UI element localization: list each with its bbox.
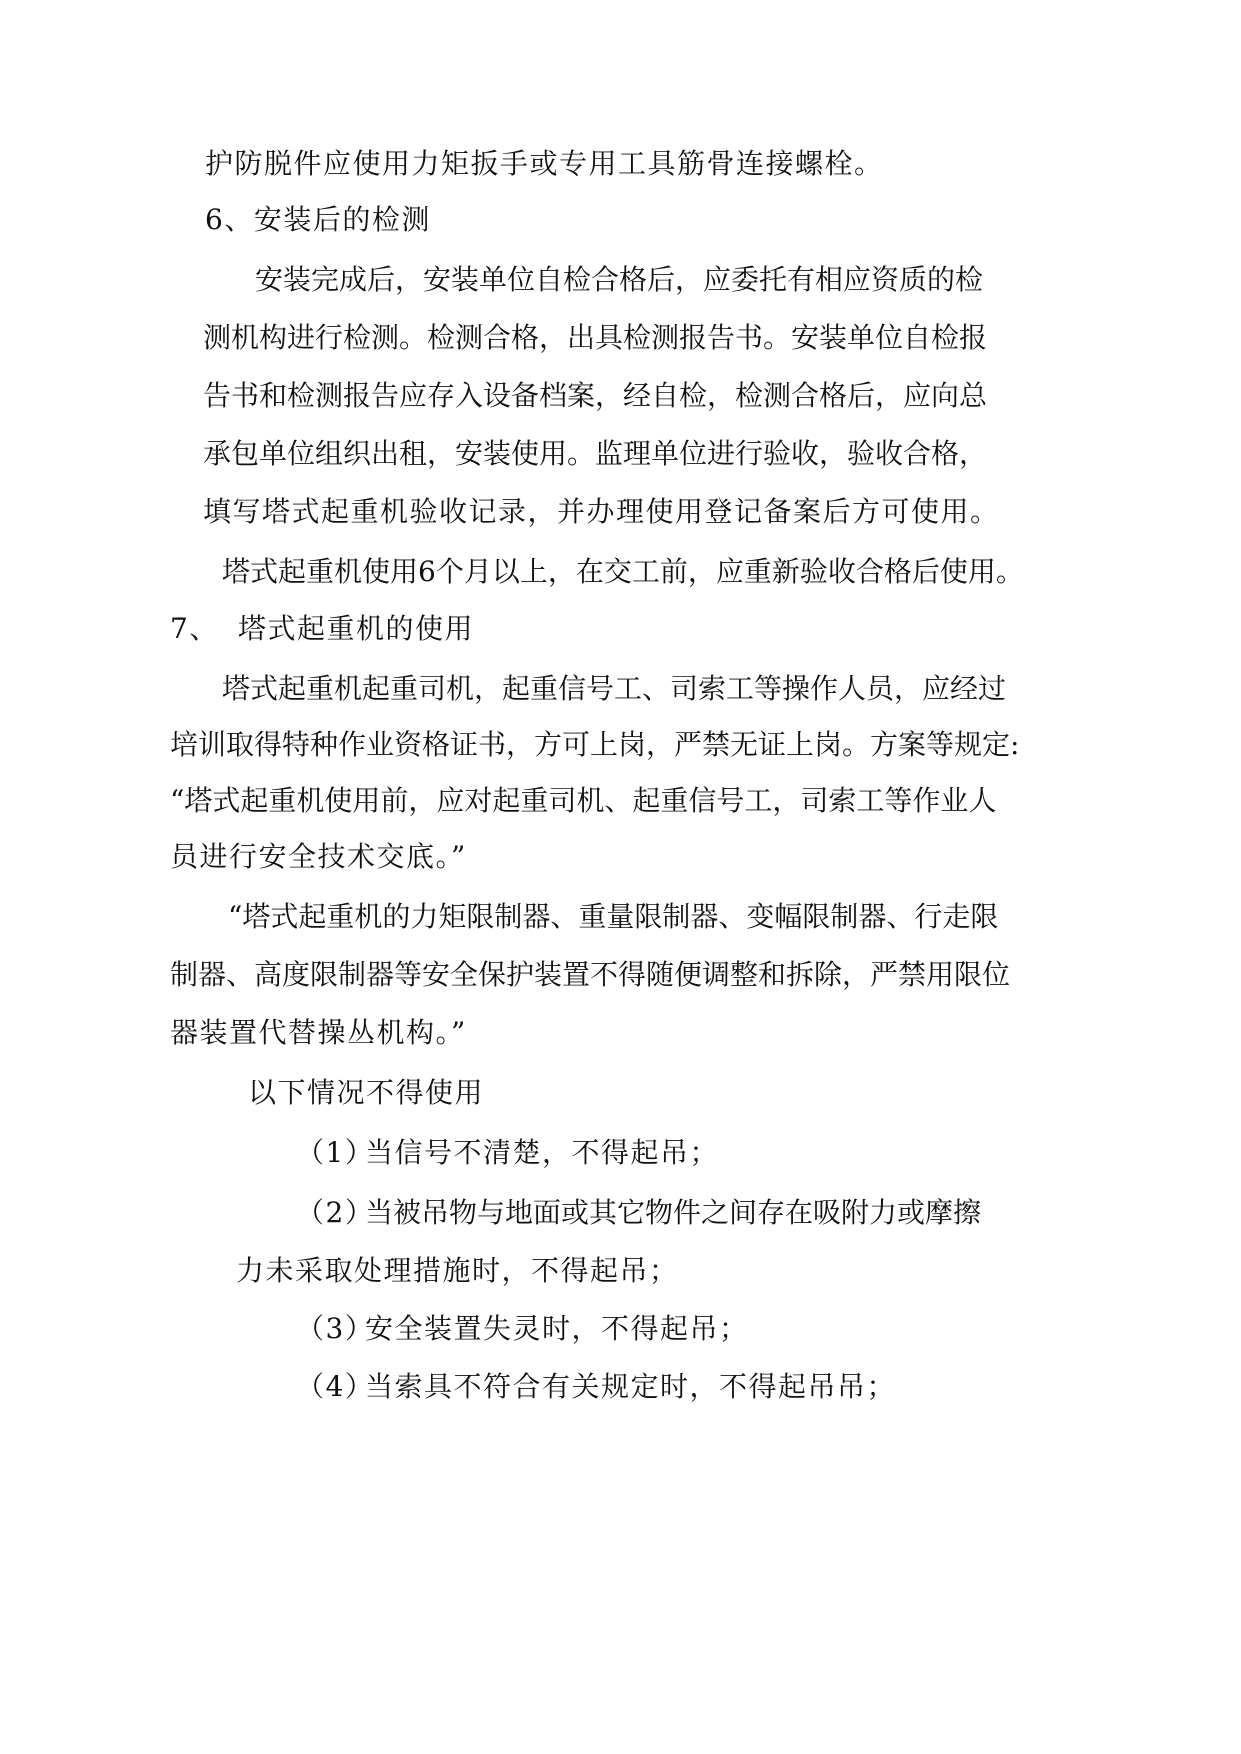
paragraph-line: 测机构进行检测。检测合格，出具检测报告书。安装单位自检报 [203, 321, 988, 354]
list-item-text: 当信号不清楚，不得起吊； [365, 1136, 720, 1169]
text-line: 护防脱件应使用力矩扳手或专用工具筋骨连接螺栓。 [205, 147, 884, 180]
list-intro: 以下情况不得使用 [248, 1076, 485, 1109]
list-item-number: （1） [296, 1136, 375, 1169]
paragraph-line: 告书和检测报告应存入设备档案，经自检，检测合格后，应向总 [203, 379, 988, 412]
paragraph-line: 培训取得特种作业资格证书，方可上岗，严禁无证上岗。方案等规定: [170, 728, 1020, 761]
paragraph-line: “塔式起重机的力矩限制器、重量限制器、变幅限制器、行走限 [228, 900, 999, 933]
paragraph-line: 塔式起重机使用6个月以上，在交工前，应重新验收合格后使用。 [222, 555, 1024, 588]
paragraph-line: “塔式起重机使用前，应对起重司机、起重信号工，司索工等作业人 [170, 784, 997, 817]
list-item-number: （3） [296, 1312, 375, 1345]
list-item-text: 安全装置失灵时，不得起吊； [365, 1312, 749, 1345]
list-item-continuation: 力未采取处理措施时，不得起吊； [236, 1254, 679, 1287]
section-heading: 6、安装后的检测 [205, 203, 431, 236]
paragraph-line: 塔式起重机起重司机，起重信号工、司索工等操作人员，应经过 [222, 672, 1007, 705]
list-item-number: （4） [296, 1370, 375, 1403]
paragraph-line: 承包单位组织出租，安装使用。监理单位进行验收，验收合格， [203, 437, 988, 470]
paragraph-line: 员进行安全技术交底。” [170, 840, 467, 873]
list-item-text: 当被吊物与地面或其它物件之间存在吸附力或摩擦 [365, 1196, 982, 1229]
paragraph-line: 安装完成后，安装单位自检合格后，应委托有相应资质的检 [255, 263, 984, 296]
section-heading: 塔式起重机的使用 [238, 612, 475, 645]
paragraph-line: 制器、高度限制器等安全保护装置不得随便调整和拆除，严禁用限位 [170, 958, 1011, 991]
paragraph-line: 填写塔式起重机验收记录，并办理使用登记备案后方可使用。 [203, 495, 1000, 528]
paragraph-line: 器装置代替操丛机构。” [170, 1016, 467, 1049]
list-item-number: （2） [296, 1196, 375, 1229]
list-item-text: 当索具不符合有关规定时，不得起吊吊； [365, 1370, 897, 1403]
section-number: 7、 [170, 612, 219, 645]
